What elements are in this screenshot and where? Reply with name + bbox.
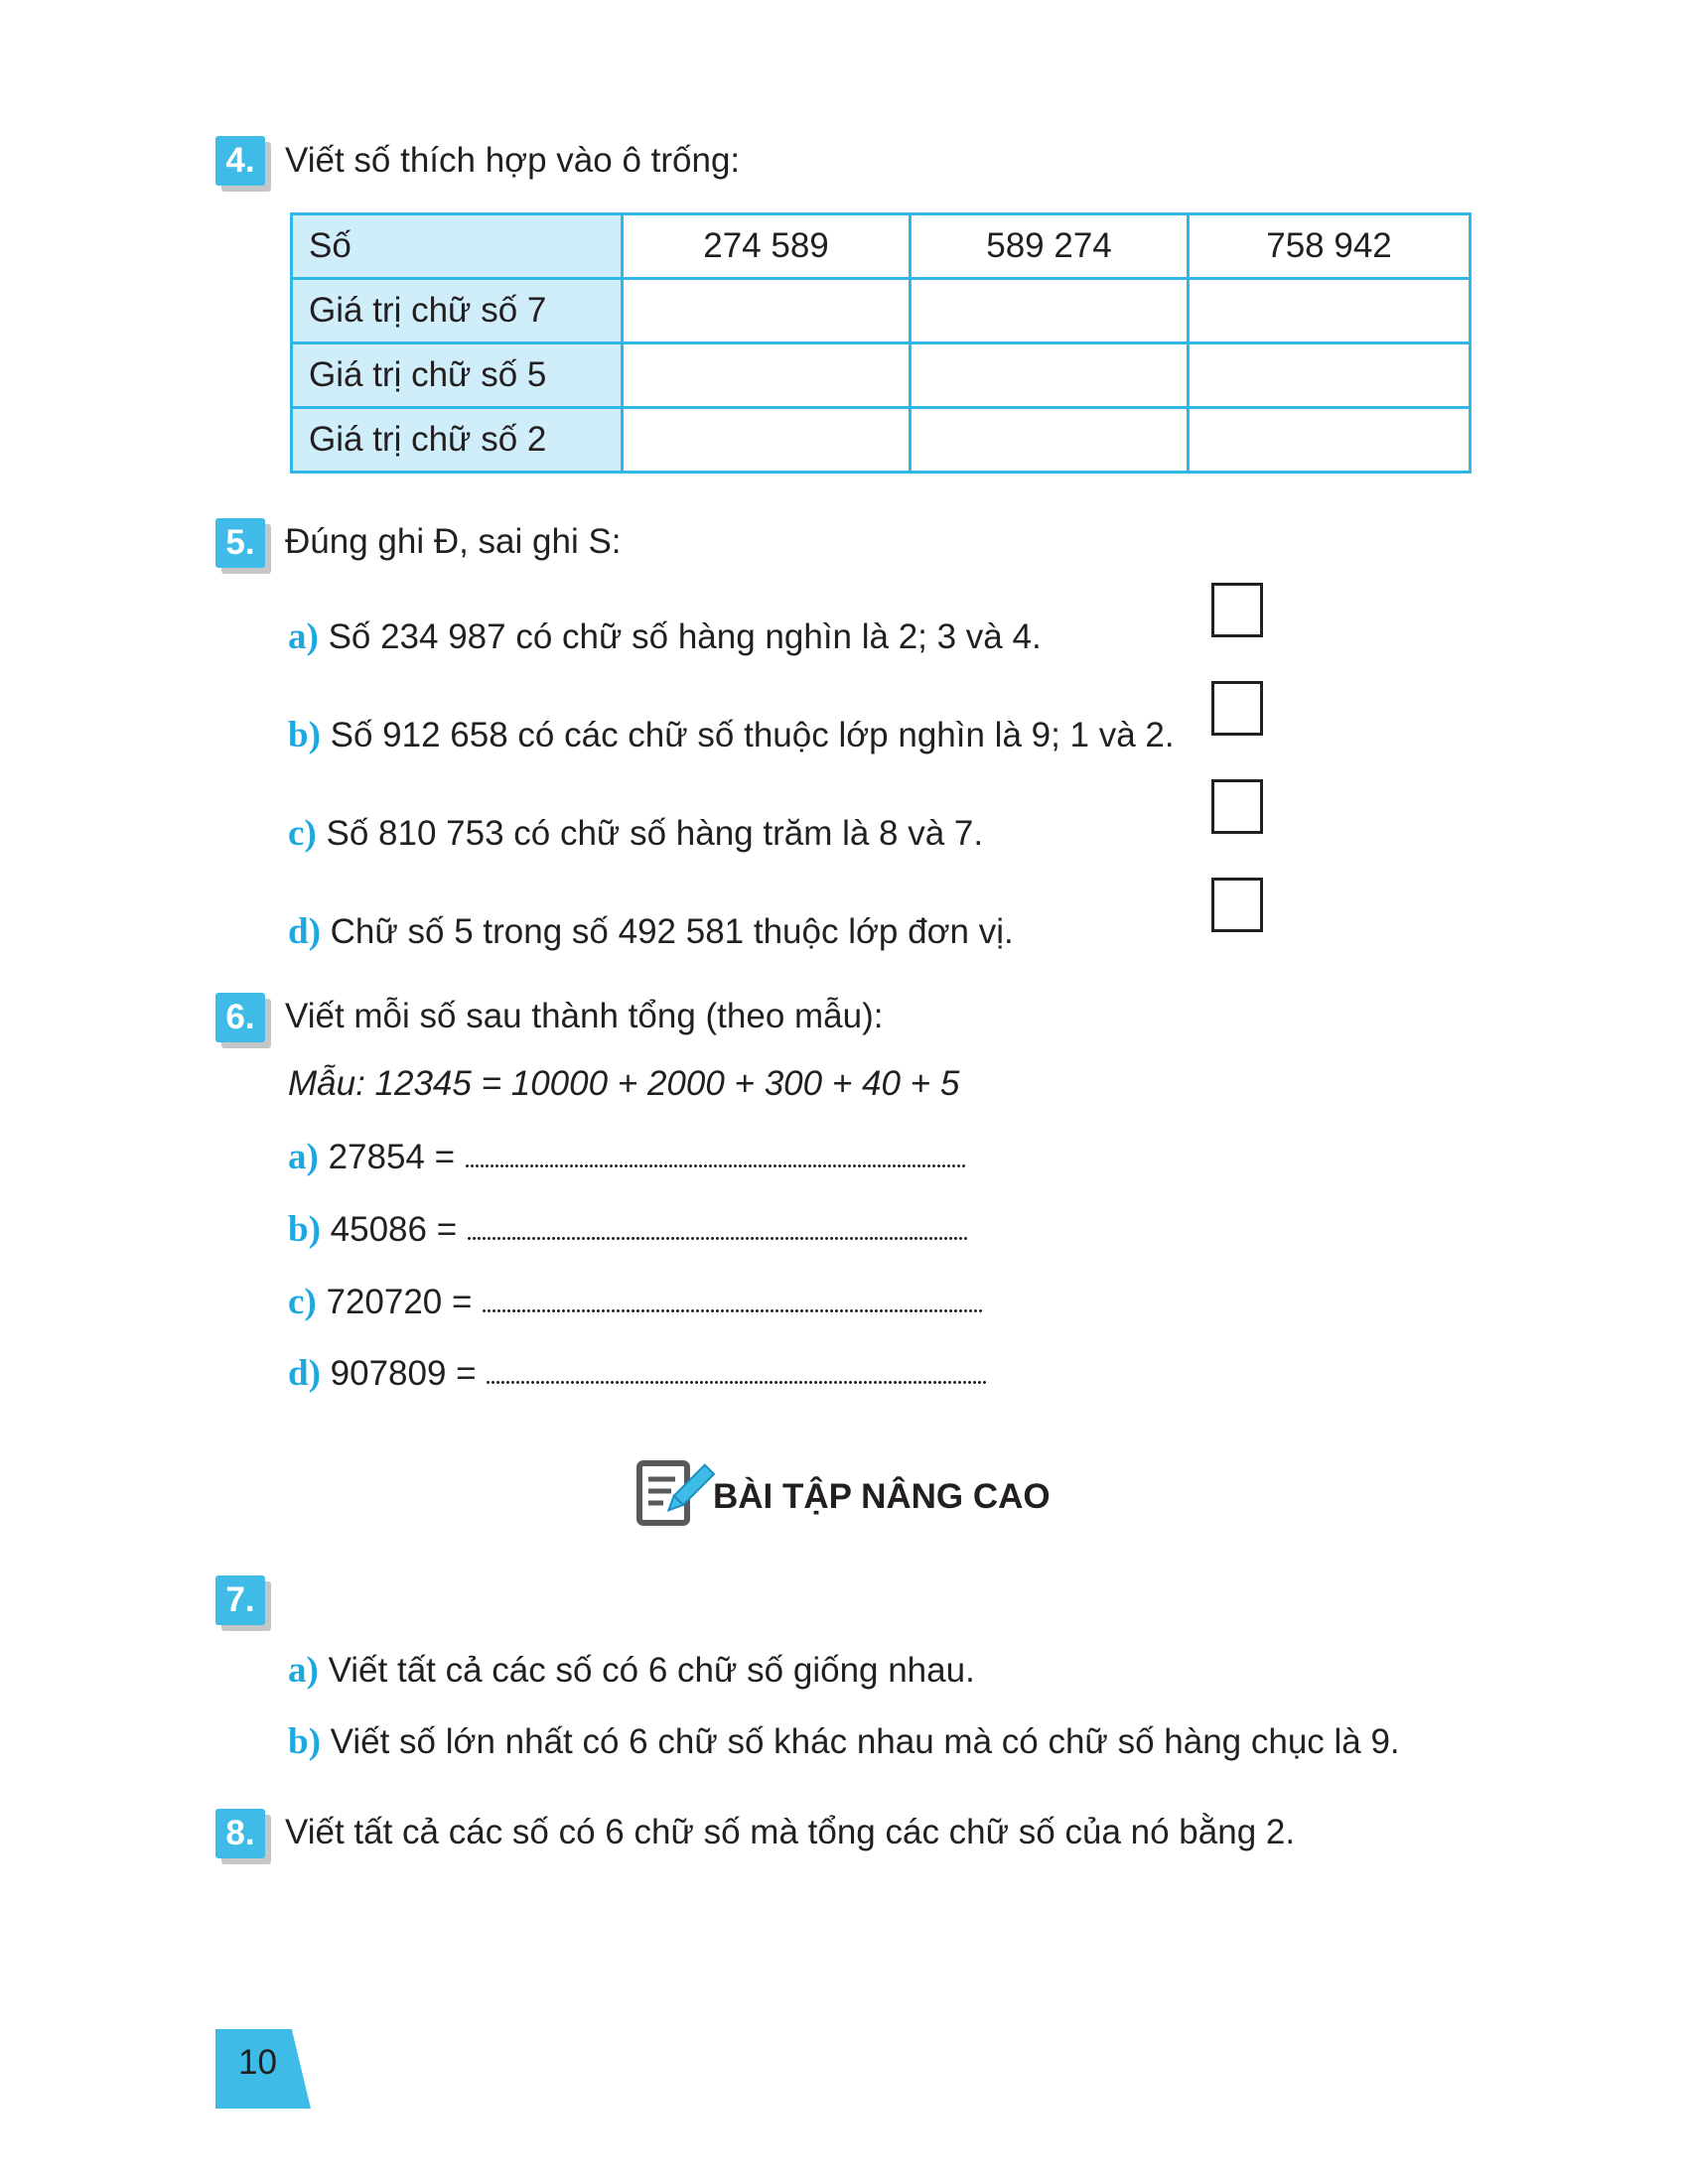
table-answer-cell[interactable] xyxy=(1189,408,1471,473)
q5-answer-box-d[interactable] xyxy=(1211,878,1263,932)
q5-item-d xyxy=(288,910,1014,954)
table-answer-cell[interactable] xyxy=(911,279,1189,343)
item-label: b) xyxy=(288,715,321,755)
table-row-label: Giá trị chữ số 5 xyxy=(292,343,623,408)
item-label: a) xyxy=(288,1650,319,1691)
table-row xyxy=(292,343,1471,408)
table-header-number: 274 589 xyxy=(623,214,911,279)
table-header-number: 758 942 xyxy=(1189,214,1471,279)
q5-answer-box-a[interactable] xyxy=(1211,583,1263,637)
table-answer-cell[interactable] xyxy=(1189,279,1471,343)
question-7-number-badge: 7. xyxy=(215,1575,265,1625)
table-header-row xyxy=(292,214,1471,279)
question-5-number-badge: 5. xyxy=(215,518,265,568)
q5-answer-box-b[interactable] xyxy=(1211,681,1263,736)
q7-item-b xyxy=(288,1720,1400,1764)
item-label: a) xyxy=(288,1137,319,1177)
q5-answer-box-c[interactable] xyxy=(1211,779,1263,834)
table-row xyxy=(292,408,1471,473)
item-text: Viết số lớn nhất có 6 chữ số khác nhau mà có chữ số hàng chục là 9. xyxy=(330,1722,1400,1761)
item-label: c) xyxy=(288,1282,317,1322)
page-number: 10 xyxy=(238,2043,277,2082)
question-5-prompt: Đúng ghi Đ, sai ghi S: xyxy=(285,522,622,561)
item-text: 720720 = xyxy=(326,1283,473,1321)
item-text: Viết tất cả các số có 6 chữ số giống nhau. xyxy=(328,1651,975,1690)
table-row-label: Giá trị chữ số 2 xyxy=(292,408,623,473)
item-text: Số 234 987 có chữ số hàng nghìn là 2; 3 và 4. xyxy=(328,617,1042,656)
item-label: a) xyxy=(288,616,319,657)
answer-blank-line[interactable] xyxy=(467,1229,968,1241)
question-8-number-badge: 8. xyxy=(215,1809,265,1858)
item-label: b) xyxy=(288,1209,321,1250)
item-label: c) xyxy=(288,813,317,854)
table-header-cell: Số xyxy=(292,214,623,279)
q6-item-b xyxy=(288,1208,968,1252)
answer-blank-line[interactable] xyxy=(486,1373,987,1385)
digit-value-table xyxy=(290,212,1472,474)
table-answer-cell[interactable] xyxy=(1189,343,1471,408)
question-8-prompt: Viết tất cả các số có 6 chữ số mà tổng các chữ số của nó bằng 2. xyxy=(285,1813,1296,1851)
section-title: BÀI TẬP NÂNG CAO xyxy=(713,1477,1051,1516)
question-4-number-badge: 4. xyxy=(215,136,265,186)
q6-item-c xyxy=(288,1281,983,1324)
item-label: d) xyxy=(288,1353,321,1394)
table-header-number: 589 274 xyxy=(911,214,1189,279)
item-text: 27854 = xyxy=(328,1138,456,1176)
question-4-prompt: Viết số thích hợp vào ô trống: xyxy=(285,141,741,180)
question-6-number-badge: 6. xyxy=(215,993,265,1042)
answer-blank-line[interactable] xyxy=(482,1301,983,1313)
q7-item-a xyxy=(288,1649,975,1693)
answer-blank-line[interactable] xyxy=(465,1157,966,1168)
table-answer-cell[interactable] xyxy=(911,408,1189,473)
table-answer-cell[interactable] xyxy=(623,279,911,343)
item-text: Số 810 753 có chữ số hàng trăm là 8 và 7. xyxy=(326,814,984,853)
q5-item-b xyxy=(288,714,1175,757)
item-text: Chữ số 5 trong số 492 581 thuộc lớp đơn vị. xyxy=(330,912,1014,951)
table-answer-cell[interactable] xyxy=(623,408,911,473)
question-6-prompt: Viết mỗi số sau thành tổng (theo mẫu): xyxy=(285,997,884,1035)
item-label: d) xyxy=(288,911,321,952)
q5-item-a xyxy=(288,615,1042,659)
item-label: b) xyxy=(288,1721,321,1762)
question-6-example: Mẫu: 12345 = 10000 + 2000 + 300 + 40 + 5 xyxy=(288,1064,960,1103)
q6-item-a xyxy=(288,1136,966,1179)
table-answer-cell[interactable] xyxy=(623,343,911,408)
table-row-label: Giá trị chữ số 7 xyxy=(292,279,623,343)
table-answer-cell[interactable] xyxy=(911,343,1189,408)
edit-notepad-icon xyxy=(635,1457,715,1529)
item-text: 907809 = xyxy=(330,1354,477,1393)
q5-item-c xyxy=(288,812,983,856)
table-row xyxy=(292,279,1471,343)
item-text: Số 912 658 có các chữ số thuộc lớp nghìn là 9; 1 và 2. xyxy=(330,716,1175,754)
q6-item-d xyxy=(288,1352,987,1396)
item-text: 45086 = xyxy=(330,1210,458,1249)
